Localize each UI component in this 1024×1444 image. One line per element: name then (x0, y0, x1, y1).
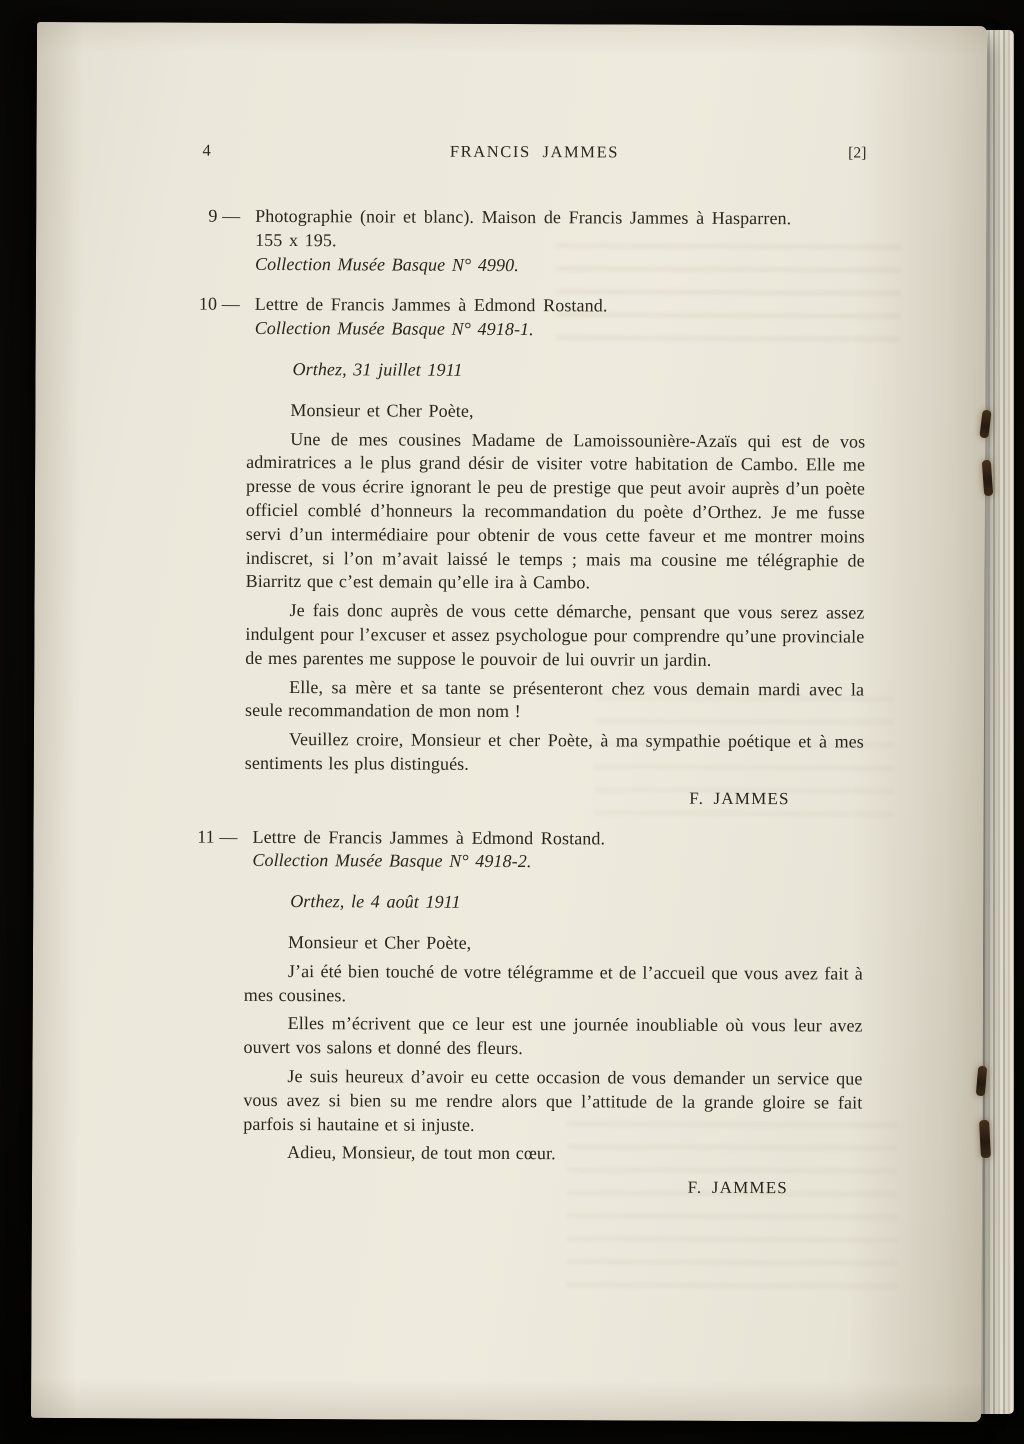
catalog-page (31, 22, 987, 1422)
letter-salutation: Monsieur et Cher Poète, (290, 399, 474, 421)
running-header (202, 139, 866, 164)
page-content (198, 139, 867, 1201)
page-number: 4 (202, 140, 211, 160)
item-title: Lettre de Francis Jammes à Edmond Rostand. (252, 826, 606, 848)
item-dimensions: 155 x 195. (255, 229, 337, 251)
letter-2 (243, 890, 863, 1200)
item-number: 9 — (208, 205, 241, 226)
item-collection: Collection Musée Basque N° 4918-2. (252, 850, 532, 872)
running-title: FRANCIS JAMMES (449, 141, 620, 162)
catalog-item-11 (197, 825, 863, 875)
letter-signature: F. JAMMES (687, 1177, 789, 1198)
item-collection: Collection Musée Basque N° 4918-1. (254, 318, 534, 340)
letter-paragraph: Je suis heureux d’avoir eu cette occasion de vous demander un service que vous avez si bien su me rendre alors que l’attitude de la grande gloire se fait parfois si hautaine et si injuste. (243, 1065, 863, 1135)
staple-mark (979, 1120, 991, 1158)
catalog-item-9 (208, 205, 866, 279)
catalog-body (198, 205, 866, 1201)
catalog-item-10 (198, 293, 866, 343)
folio-number: [2] (848, 144, 867, 162)
letter-paragraph: Elles m’écrivent que ce leur est une journée inoubliable où vous leur avez ouvert vos salons et donné des fleurs. (243, 1013, 863, 1059)
item-title: Lettre de Francis Jammes à Edmond Rostand. (254, 294, 608, 316)
item-title: Photographie (noir et blanc). Maison de Francis Jammes à Hasparren. (255, 205, 792, 229)
letter-salutation: Monsieur et Cher Poète, (287, 931, 472, 953)
letter-dateline: Orthez, 31 juillet 1911 (292, 359, 463, 380)
letter-paragraph: Adieu, Monsieur, de tout mon cœur. (287, 1142, 556, 1164)
letter-paragraph: Une de mes cousines Madame de Lamoissounière-Azaïs qui est de vos admiratrices a le plus grand désir de visiter votre habitation de Cambo. Elle me presse de vous écrire ignorant le peu de prestige que peut avoir auprès d’un poète officiel comblé d’honneurs la recommandation du poète d’Orthez. Je me fusse servi d’un intermédiaire pour obtenir de vous cette faveur et me montrer moins indiscret, si l’on m’avait laissé le temps ; mais ma cousine me télégraphie de Biarritz que c’est demain qu’elle ira à Cambo. (245, 428, 866, 593)
item-collection: Collection Musée Basque N° 4990. (254, 253, 519, 275)
letter-signature: F. JAMMES (689, 788, 790, 808)
letter-1 (245, 358, 866, 811)
letter-dateline: Orthez, le 4 août 1911 (290, 891, 461, 912)
item-number: 11 — (197, 826, 238, 847)
item-number: 10 — (198, 294, 240, 315)
letter-paragraph: Elle, sa mère et sa tante se présenteront chez vous demain mardi avec la seule recommandation de mon nom ! (245, 676, 865, 722)
letter-paragraph: Veuillez croire, Monsieur et cher Poète, à ma sympathie poétique et à mes sentiments les plus distingués. (244, 729, 864, 774)
letter-paragraph: Je fais donc auprès de vous cette démarche, pensant que vous serez assez indulgent pour l’excuser et assez psychologue pour comprendre qu’une provinciale de mes parentes me suppose le pouvoir de lui ouvrir un jardin. (245, 600, 865, 670)
letter-paragraph: J’ai été bien touché de votre télégramme et de l’accueil que vous avez fait à mes cousines. (243, 960, 863, 1005)
